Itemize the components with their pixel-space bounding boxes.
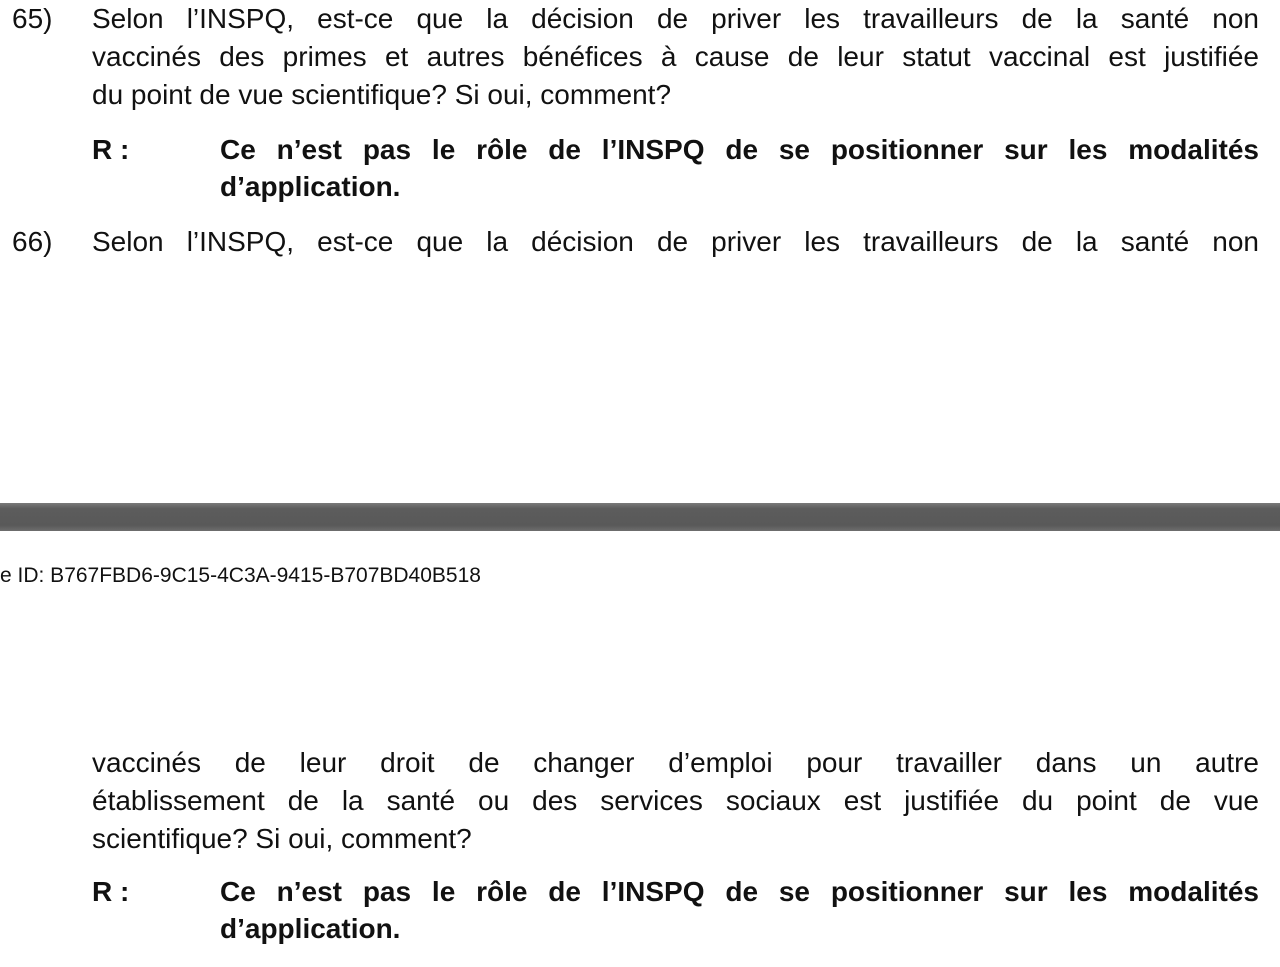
- question-65-line-3: du point de vue scientifique? Si oui, comment?: [92, 79, 672, 110]
- answer-65-label: R :: [92, 134, 130, 165]
- answer-66-line-2: d’application.: [220, 913, 401, 944]
- answer-66-line-1: Ce n’est pas le rôle de l’INSPQ de se positionner sur les modalités: [220, 876, 1259, 907]
- question-66-first-line-block: [92, 223, 1259, 261]
- question-66-cont-line-2: établissement de la santé ou des services sociaux est justifiée du point de vue: [92, 785, 1259, 816]
- answer-65-line-1: Ce n’est pas le rôle de l’INSPQ de se positionner sur les modalités: [220, 134, 1259, 165]
- question-number-66: 66): [12, 226, 53, 257]
- question-66-continued-text: [92, 744, 1259, 858]
- document-id-footer: e ID: B767FBD6-9C15-4C3A-9415-B707BD40B518: [0, 564, 481, 587]
- question-number-65: 65): [12, 3, 53, 34]
- answer-66-label: R :: [92, 876, 130, 907]
- answer-65-text: [220, 131, 1259, 205]
- question-66-cont-line-1: vaccinés de leur droit de changer d’emploi pour travailler dans un autre: [92, 747, 1259, 778]
- question-65-text: [92, 0, 1259, 114]
- answer-65-line-2: d’application.: [220, 171, 401, 202]
- question-66-cont-line-3: scientifique? Si oui, comment?: [92, 823, 472, 854]
- page-separator-bar: [0, 503, 1280, 531]
- answer-66-text: [220, 873, 1259, 947]
- question-65-line-1: Selon l’INSPQ, est-ce que la décision de priver les travailleurs de la santé non: [92, 3, 1259, 34]
- question-66-line-1: Selon l’INSPQ, est-ce que la décision de priver les travailleurs de la santé non: [92, 226, 1259, 257]
- question-65-line-2: vaccinés des primes et autres bénéfices à cause de leur statut vaccinal est justifiée: [92, 41, 1259, 72]
